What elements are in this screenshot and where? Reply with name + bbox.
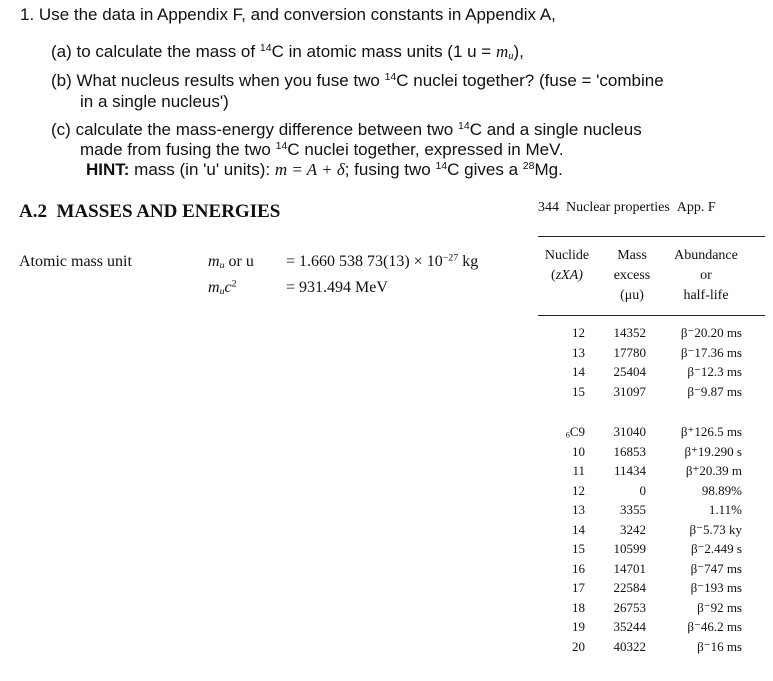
cell-nuclide: 10 bbox=[572, 443, 585, 459]
table-row bbox=[0, 422, 773, 442]
cell-mass-excess: 3355 bbox=[620, 502, 646, 517]
cell-nuclide: 12 bbox=[572, 325, 585, 340]
cell-abundance: β⁻747 ms bbox=[690, 560, 742, 576]
header-mass-3: (μu) bbox=[620, 288, 644, 303]
cell-abundance: β⁻2.449 s bbox=[690, 541, 742, 556]
cell-nuclide: 15 bbox=[572, 383, 585, 399]
val1-unit: kg bbox=[458, 253, 479, 270]
iso-mass-number: 14 bbox=[259, 42, 272, 55]
part-c-line2-pre: made from fusing the two bbox=[80, 140, 276, 159]
mg-mass-number: 28 bbox=[522, 160, 535, 173]
cell-mass-excess: 17780 bbox=[613, 344, 646, 360]
table-row bbox=[0, 382, 773, 402]
cell-mass-excess: 40322 bbox=[613, 638, 646, 654]
part-a bbox=[51, 41, 524, 62]
hint-line bbox=[86, 159, 563, 180]
part-b-label: (b) bbox=[51, 71, 72, 90]
cell-mass-excess: 11434 bbox=[613, 463, 646, 478]
cell-mass-excess: 14701 bbox=[613, 560, 646, 576]
hint-label: HINT: bbox=[86, 160, 130, 179]
hint-text-1: mass (in 'u' units): bbox=[129, 160, 275, 179]
mu-symbol: m bbox=[495, 42, 509, 61]
cell-nuclide bbox=[545, 422, 585, 442]
iso-symbol: C bbox=[396, 71, 409, 90]
part-b-text-pre: What nucleus results when you fuse two bbox=[76, 71, 385, 90]
header-abund-3: half-life bbox=[683, 288, 729, 303]
mu-subscript: u bbox=[508, 51, 514, 63]
table-row bbox=[0, 637, 773, 657]
header-nuclide-2 bbox=[537, 266, 597, 286]
part-a-text-pre: to calculate the mass of bbox=[76, 42, 260, 61]
cell-nuclide: 17 bbox=[572, 580, 585, 595]
iso-symbol: C bbox=[287, 140, 300, 159]
appendix-f-page-header bbox=[538, 200, 716, 216]
sym-sub: u bbox=[219, 285, 225, 297]
part-a-text-post: in atomic mass units (1 u = bbox=[283, 42, 496, 61]
problem-number: 1. bbox=[20, 5, 35, 24]
cell-abundance: β⁻20.20 ms bbox=[680, 325, 742, 340]
sym-or: or u bbox=[224, 253, 254, 270]
muc2-symbol bbox=[208, 279, 237, 297]
page-title: Nuclear properties bbox=[566, 200, 670, 215]
table-top-rule bbox=[538, 236, 765, 237]
atomic-mass-unit-label: Atomic mass unit bbox=[19, 253, 132, 270]
header-bottom-rule bbox=[538, 315, 765, 316]
iso-mass-number: 14 bbox=[384, 71, 397, 84]
part-a-label: (a) bbox=[51, 42, 72, 61]
cell-abundance: β⁻16 ms bbox=[697, 638, 742, 654]
table-row bbox=[0, 539, 773, 559]
cell-abundance: β⁺20.39 m bbox=[685, 463, 742, 478]
appendix-a-heading bbox=[19, 201, 280, 223]
mu-or-u-symbol bbox=[208, 253, 254, 271]
cell-nuclide: 13 bbox=[572, 502, 585, 517]
table-row bbox=[0, 578, 773, 598]
part-b-line1 bbox=[51, 70, 664, 91]
cell-nuclide: 18 bbox=[572, 599, 585, 615]
heading-text: MASSES AND ENERGIES bbox=[56, 201, 281, 222]
table-row bbox=[0, 343, 773, 363]
cell-nuclide: 15 bbox=[572, 541, 585, 556]
cell-abundance: 98.89% bbox=[701, 482, 742, 498]
hint-text-3: gives a bbox=[459, 160, 523, 179]
cell-mass-excess: 31040 bbox=[613, 424, 646, 439]
cell-nuclide: 13 bbox=[572, 344, 585, 360]
page-app-label: App. F bbox=[676, 200, 716, 215]
cell-abundance: β⁺19.290 s bbox=[684, 443, 742, 459]
sym-c: c bbox=[224, 279, 232, 296]
val1-base: = 1.660 538 73(13) × 10 bbox=[286, 253, 443, 270]
part-c-line1 bbox=[51, 119, 642, 140]
mg-symbol: Mg. bbox=[534, 160, 563, 179]
cell-abundance: 1.11% bbox=[708, 502, 742, 517]
table-row bbox=[0, 461, 773, 481]
amu-value-mev: = 931.494 MeV bbox=[286, 279, 388, 296]
heading-number: A.2 bbox=[19, 201, 47, 222]
cell-nuclide: 16 bbox=[572, 560, 585, 576]
header-nuclide-sym: zXA) bbox=[555, 268, 583, 283]
table-row bbox=[0, 323, 773, 343]
problem-intro: Use the data in Appendix F, and conversion constants in Appendix A, bbox=[38, 5, 556, 24]
header-mass-2: excess bbox=[613, 268, 651, 283]
table-row bbox=[0, 442, 773, 462]
cell-mass-excess: 16853 bbox=[613, 443, 646, 459]
cell-abundance: β⁻92 ms bbox=[697, 599, 742, 615]
table-row bbox=[0, 362, 773, 382]
iso-symbol: C bbox=[271, 42, 284, 61]
header-nuclide bbox=[537, 246, 597, 286]
part-c-text-pre: calculate the mass-energy difference between two bbox=[75, 120, 458, 139]
table-row bbox=[0, 598, 773, 618]
header-nuclide-1: Nuclide bbox=[544, 248, 590, 263]
cell-mass-excess: 0 bbox=[639, 482, 646, 498]
cell-mass-excess: 25404 bbox=[613, 364, 646, 379]
cell-nuclide: 12 bbox=[572, 482, 585, 498]
part-c-text-post: and a single nucleus bbox=[481, 120, 642, 139]
cell-mass-excess: 35244 bbox=[613, 619, 646, 634]
header-mass-1: Mass bbox=[617, 248, 647, 263]
sym-sub: u bbox=[219, 259, 225, 271]
amu-value-kg bbox=[286, 253, 478, 271]
part-c-line2-post: nuclei together, expressed in MeV. bbox=[299, 140, 564, 159]
table-row bbox=[0, 520, 773, 540]
table-row bbox=[0, 500, 773, 520]
cell-nuclide: 14 bbox=[572, 364, 585, 379]
atomic-number: 6 bbox=[565, 430, 570, 440]
part-c-line2 bbox=[80, 139, 564, 160]
page-number: 344 bbox=[538, 200, 559, 215]
cell-abundance: β⁻12.3 ms bbox=[687, 364, 742, 379]
sym-sup: 2 bbox=[231, 278, 237, 290]
header-mass-excess bbox=[603, 246, 661, 306]
part-a-close: ), bbox=[513, 42, 524, 61]
sym-m: m bbox=[208, 253, 220, 270]
iso-symbol: C bbox=[447, 160, 460, 179]
problem-intro-line bbox=[20, 4, 556, 25]
sym-m: m bbox=[208, 279, 220, 296]
hint-text-2: ; fusing two bbox=[344, 160, 436, 179]
header-abund-2: or bbox=[700, 268, 712, 283]
cell-nuclide: 19 bbox=[572, 619, 585, 634]
iso-symbol: C bbox=[469, 120, 482, 139]
cell-mass-excess: 31097 bbox=[613, 383, 646, 399]
paren: ( bbox=[551, 268, 556, 283]
part-b-line2: in a single nucleus') bbox=[80, 92, 229, 111]
cell-abundance: β⁻17.36 ms bbox=[680, 344, 742, 360]
cell-nuclide: 20 bbox=[572, 638, 585, 654]
cell-abundance: β⁻193 ms bbox=[690, 580, 742, 595]
cell-abundance: β⁻9.87 ms bbox=[687, 383, 742, 399]
iso-mass-number: 14 bbox=[457, 120, 470, 133]
cell-nuclide: 14 bbox=[572, 521, 585, 537]
cell-abundance: β⁻46.2 ms bbox=[687, 619, 742, 634]
cell-mass-excess: 22584 bbox=[613, 580, 646, 595]
cell-abundance: β⁻5.73 ky bbox=[689, 521, 742, 537]
table-row bbox=[0, 559, 773, 579]
cell-nuclide: 11 bbox=[572, 463, 585, 478]
cell-mass-excess: 3242 bbox=[620, 521, 646, 537]
table-row bbox=[0, 617, 773, 637]
header-abund-1: Abundance bbox=[674, 248, 738, 263]
table-row bbox=[0, 481, 773, 501]
hint-formula-m: m bbox=[274, 160, 288, 179]
iso-mass-number: 14 bbox=[435, 160, 448, 173]
cell-mass-excess: 26753 bbox=[613, 599, 646, 615]
hint-formula: = A + δ bbox=[287, 160, 345, 179]
iso-mass-number: 14 bbox=[275, 140, 288, 153]
element-symbol: C9 bbox=[569, 424, 585, 439]
part-c-label: (c) bbox=[51, 120, 71, 139]
cell-abundance: β⁺126.5 ms bbox=[680, 424, 742, 439]
cell-mass-excess: 10599 bbox=[613, 541, 646, 556]
part-b-text-post: nuclei together? (fuse = 'combine bbox=[408, 71, 664, 90]
val1-exp: −27 bbox=[442, 252, 459, 264]
header-abundance bbox=[665, 246, 747, 306]
cell-mass-excess: 14352 bbox=[613, 325, 646, 340]
